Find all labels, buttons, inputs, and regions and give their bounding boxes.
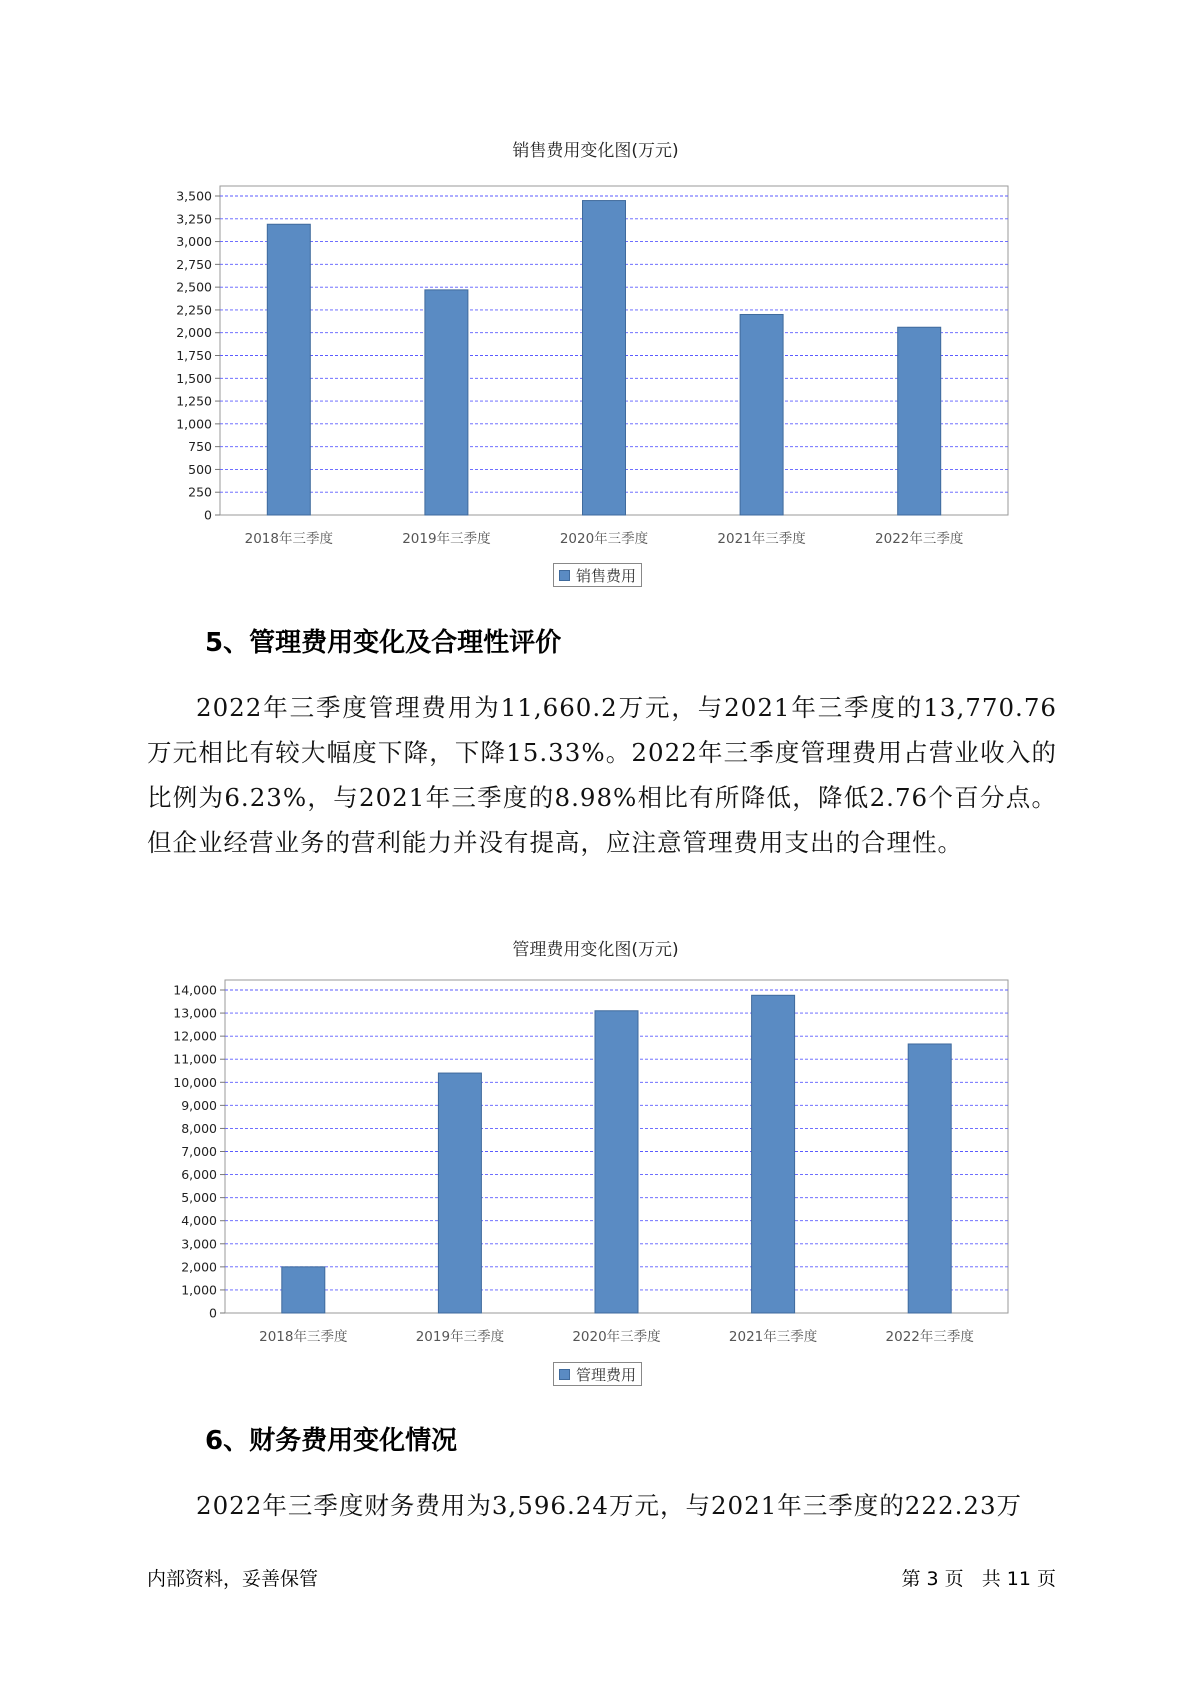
x-tick-label: 2021年三季度 xyxy=(728,1329,818,1345)
y-tick-label: 6,000 xyxy=(181,1167,217,1183)
x-tick-label: 2018年三季度 xyxy=(244,531,333,547)
y-tick-label: 2,750 xyxy=(176,256,212,272)
y-tick-label: 8,000 xyxy=(181,1120,217,1136)
section-6-paragraph: 2022年三季度财务费用为3,596.24万元，与2021年三季度的222.23万 xyxy=(196,1491,1023,1520)
legend-label: 销售费用 xyxy=(576,566,637,585)
y-tick-label: 3,000 xyxy=(176,234,212,250)
y-tick-label: 2,000 xyxy=(176,325,212,341)
y-tick-label: 1,000 xyxy=(181,1282,217,1298)
y-tick-label: 14,000 xyxy=(173,982,217,998)
y-tick-label: 3,000 xyxy=(181,1236,217,1252)
footer-confidential-note: 内部资料，妥善保管 xyxy=(147,1568,319,1590)
x-tick-label: 2022年三季度 xyxy=(885,1329,974,1345)
y-tick-label: 750 xyxy=(188,439,212,455)
y-tick-label: 2,000 xyxy=(181,1259,217,1275)
y-tick-label: 7,000 xyxy=(181,1144,217,1159)
x-tick-label: 2021年三季度 xyxy=(717,531,806,547)
admin-chart-title: 管理费用变化图(万元) xyxy=(512,940,679,960)
bar xyxy=(438,1073,481,1313)
section-6-heading: 6、财务费用变化情况 xyxy=(205,1426,458,1456)
legend-label: 管理费用 xyxy=(576,1365,637,1384)
y-tick-label: 250 xyxy=(188,484,212,500)
y-tick-label: 500 xyxy=(188,461,212,477)
x-tick-label: 2019年三季度 xyxy=(402,531,491,547)
y-tick-label: 13,000 xyxy=(173,1005,217,1021)
section-5-heading: 5、管理费用变化及合理性评价 xyxy=(205,628,562,658)
footer-page-number: 第 3 页 共 11 页 xyxy=(901,1568,1056,1590)
y-tick-label: 12,000 xyxy=(173,1028,217,1044)
y-tick-label: 2,250 xyxy=(176,302,212,318)
y-tick-label: 2,500 xyxy=(176,279,212,295)
bar xyxy=(908,1044,951,1313)
y-tick-label: 3,500 xyxy=(176,188,212,204)
y-tick-label: 1,750 xyxy=(176,348,212,363)
x-tick-label: 2020年三季度 xyxy=(572,1329,661,1345)
x-tick-label: 2019年三季度 xyxy=(415,1329,505,1345)
y-tick-label: 1,000 xyxy=(176,416,212,432)
y-tick-label: 3,250 xyxy=(176,211,212,227)
sales-chart-title: 销售费用变化图(万元) xyxy=(512,141,679,161)
y-tick-label: 11,000 xyxy=(173,1051,217,1067)
bar xyxy=(752,995,795,1313)
legend-swatch xyxy=(559,1369,570,1380)
admin-chart-legend xyxy=(553,1362,642,1386)
bar xyxy=(595,1011,638,1313)
y-tick-label: 9,000 xyxy=(181,1097,217,1113)
y-tick-label: 1,250 xyxy=(176,393,212,409)
y-tick-label: 0 xyxy=(204,507,212,523)
bar xyxy=(282,1267,325,1313)
y-tick-label: 0 xyxy=(209,1305,217,1321)
y-tick-label: 4,000 xyxy=(181,1213,217,1229)
y-tick-label: 10,000 xyxy=(173,1074,217,1090)
y-tick-label: 5,000 xyxy=(181,1190,217,1206)
x-tick-label: 2018年三季度 xyxy=(259,1329,348,1345)
y-tick-label: 1,500 xyxy=(176,370,212,386)
section-5-paragraph: 2022年三季度管理费用为11,660.2万元，与2021年三季度的13,770.76万元相比有较大幅度下降，下降15.33%。2022年三季度管理费用占营业收入的比例为6.23%，与2021年三季度的8.98%相比有所降低，降低2.76个百分点。但企业经营业务的营利能力并没有提高，应注意管理费用支出的合理性。 xyxy=(147,693,1057,857)
x-tick-label: 2022年三季度 xyxy=(875,531,964,547)
x-tick-label: 2020年三季度 xyxy=(559,531,649,547)
